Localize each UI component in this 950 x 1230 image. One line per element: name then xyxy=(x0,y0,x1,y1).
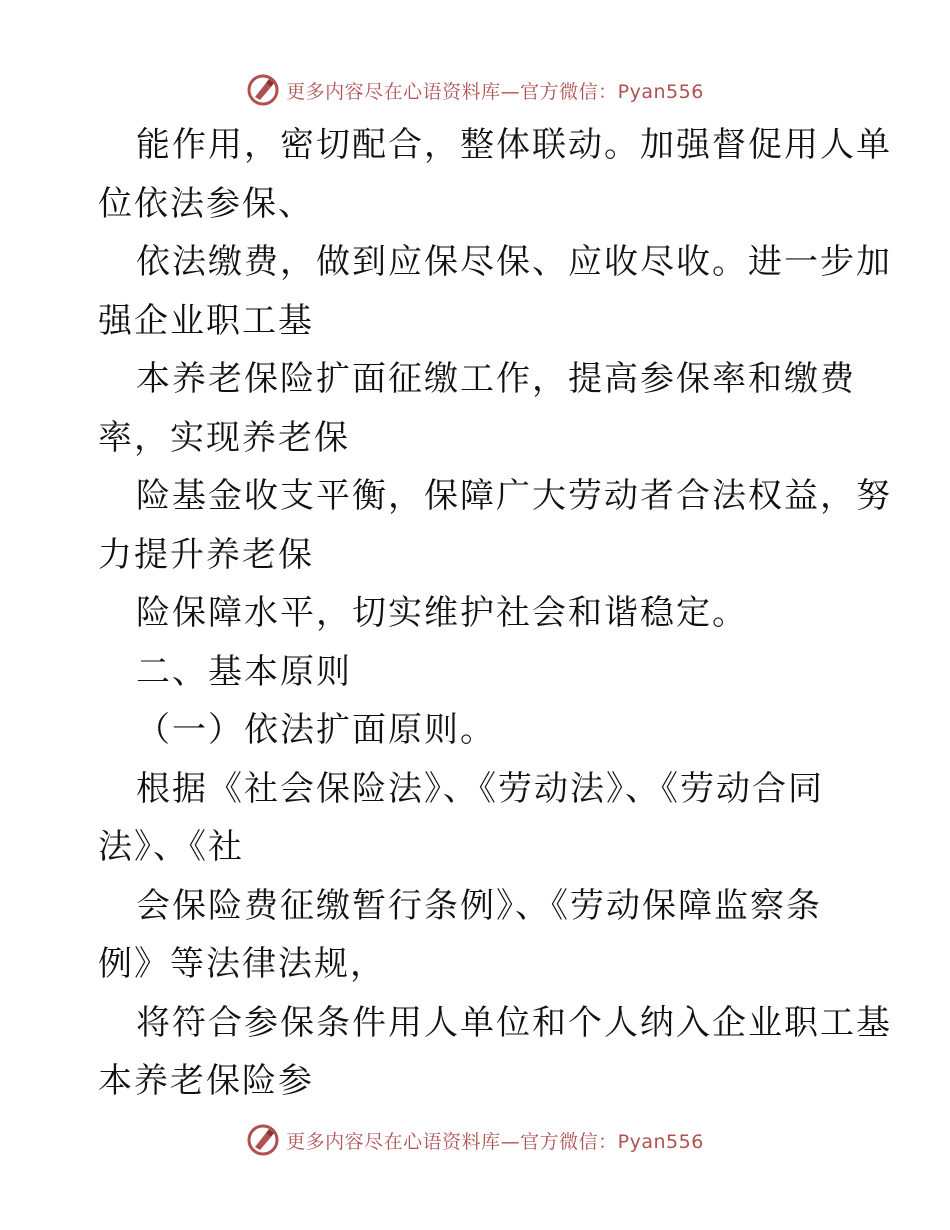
body-line: 险基金收支平衡，保障广大劳动者合法权益，努 xyxy=(136,476,892,516)
footer-banner xyxy=(0,1120,950,1160)
body-line: 本养老保险参 xyxy=(98,1061,314,1101)
body-line: 险保障水平，切实维护社会和谐稳定。 xyxy=(136,593,748,633)
body-line: 能作用，密切配合，整体联动。加强督促用人单 xyxy=(136,125,892,165)
body-line: 力提升养老保 xyxy=(98,534,314,575)
body-line: 强企业职工基 xyxy=(98,300,314,341)
body-line: 例》等法律法规， xyxy=(98,944,386,984)
body-line: 将符合参保条件用人单位和个人纳入企业职工基 xyxy=(136,1002,892,1043)
body-line: 本养老保险扩面征缴工作，提高参保率和缴费 xyxy=(136,359,856,399)
header-banner-text: 更多内容尽在心语资料库—官方微信：Pyan556 xyxy=(286,80,704,103)
body-line: 依法缴费，做到应保尽保、应收尽收。进一步加 xyxy=(136,242,892,282)
section-heading: 二、基本原则 xyxy=(136,651,352,692)
body-line: 位依法参保、 xyxy=(98,183,314,224)
body-line: 会保险费征缴暂行条例》、《劳动保障监察条 xyxy=(136,885,822,926)
body-line: 率，实现养老保 xyxy=(98,417,350,458)
subsection-heading: （一）依法扩面原则。 xyxy=(136,710,496,750)
header-banner xyxy=(0,70,950,110)
footer-banner-text: 更多内容尽在心语资料库—官方微信：Pyan556 xyxy=(286,1130,704,1153)
document-body xyxy=(98,116,892,1111)
body-line: 法》、《社 xyxy=(98,827,244,867)
logo-icon xyxy=(246,1123,280,1157)
logo-icon xyxy=(246,73,280,107)
body-line: 根据《社会保险法》、《劳动法》、《劳动合同 xyxy=(136,768,824,809)
